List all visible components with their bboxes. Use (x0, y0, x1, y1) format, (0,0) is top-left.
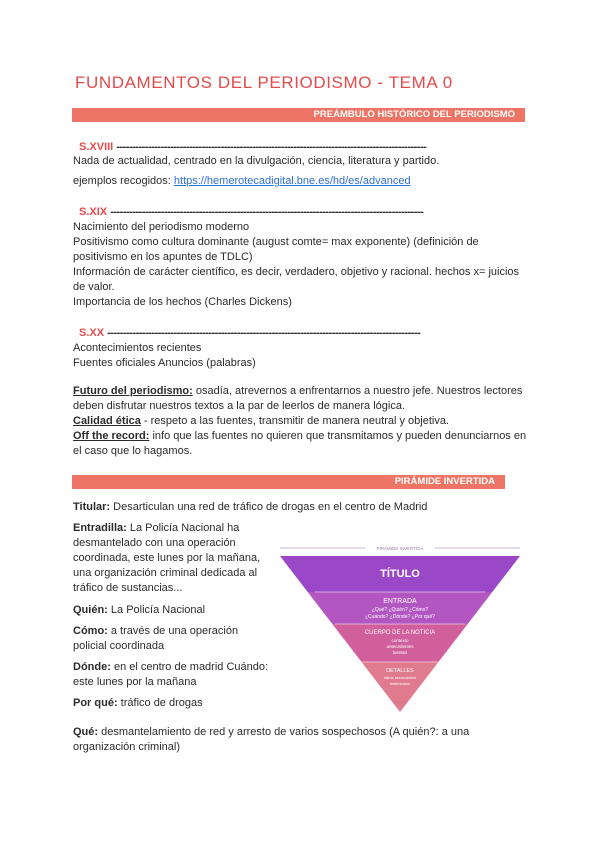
pyramid-detalles: DETALLES (386, 668, 414, 674)
pyramid-cuerpo-3: fuentes (392, 650, 408, 655)
donde-text: en el centro de madrid Cuándo: este lunes por la mañana (73, 661, 269, 688)
pyramid-cuerpo-2: antecedentes (386, 644, 414, 649)
calidad-paragraph (73, 414, 533, 429)
como-paragraph (73, 624, 253, 654)
hemeroteca-link[interactable]: https://hemerotecadigital.bne.es/hd/es/advanced (173, 175, 411, 187)
separator-dashes: -------------------------------------------------------------------------------------------------- (116, 141, 427, 153)
entradilla-text: La Policía Nacional ha desmantelado con una operación coordinada, este lunes por la mañana, una organización criminal dedicada al tráfico de sustancias... (73, 522, 261, 594)
separator-dashes: --------------------------------------------------------------------------------------------------- (110, 206, 424, 218)
quien-paragraph (73, 603, 273, 618)
century-heading-s19 (79, 205, 423, 220)
century-label: S.XIX (79, 206, 108, 218)
que-text: desmantelamiento de red y arresto de varios sospechosos (A quién?: a una organización criminal) (73, 726, 470, 753)
s18-examples (73, 174, 411, 189)
futuro-text: osadía, atrevernos a enfrentarnos a nuestro jefe. Nuestros lectores deben disfrutar nuestros textos a la par de leerlos de manera lógica. (73, 385, 523, 412)
s19-text-4: Importancia de los hechos (Charles Dickens) (73, 296, 292, 308)
pyramid-detalles-2: testimonios (389, 681, 411, 686)
s19-text-1: Nacimiento del periodismo moderno (73, 221, 250, 233)
century-heading-s20 (79, 326, 420, 341)
porque-paragraph (73, 696, 273, 711)
century-label: S.XX (79, 327, 105, 339)
s19-text-3: Información de carácter científico, es decir, verdadero, objetivo y racional. hechos x= juicios de valor. (73, 266, 520, 293)
titular-label: Titular: (73, 501, 111, 513)
quien-label: Quién: (73, 604, 108, 616)
s20-text-1: Acontecimientos recientes (73, 342, 202, 354)
como-text: a través de una operación policial coordinada (73, 625, 239, 652)
que-paragraph (73, 725, 533, 755)
pyramid-detalles-1: datos secundarios (383, 675, 417, 680)
offrecord-paragraph (73, 429, 533, 459)
calidad-label: Calidad ética (73, 415, 141, 427)
futuro-label: Futuro del periodismo: (73, 385, 193, 397)
century-heading-s18 (79, 140, 426, 155)
entradilla-label: Entradilla: (73, 522, 127, 534)
calidad-text: - respeto a las fuentes, transmitir de manera neutral y objetiva. (140, 415, 450, 427)
como-label: Cómo: (73, 625, 108, 637)
s19-text-2: Positivismo como cultura dominante (august comte= max exponente) (definición de positivismo en los apuntes de TDLC) (73, 236, 479, 263)
separator-dashes: --------------------------------------------------------------------------------------------------- (107, 327, 421, 339)
que-label: Qué: (73, 726, 99, 738)
pyramid-entrada-q1: ¿Qué? ¿Quién? ¿Cómo? (371, 607, 429, 613)
s20-text-2: Fuentes oficiales Anuncios (palabras) (73, 357, 256, 369)
donde-label: Dónde: (73, 661, 111, 673)
pyramid-caption: PIRÁMIDE INVERTIDA (376, 546, 424, 551)
quien-text: La Policía Nacional (107, 604, 206, 616)
titular-text: Desarticulan una red de tráfico de drogas en el centro de Madrid (110, 501, 428, 513)
examples-label: ejemplos recogidos: (73, 175, 171, 187)
pyramid-entrada-q2: ¿Cuándo? ¿Dónde? ¿Por qué? (364, 614, 436, 620)
pyramid-titulo: TÍTULO (380, 568, 420, 580)
inverted-pyramid-svg (280, 542, 520, 722)
pyramid-cuerpo: CUERPO DE LA NOTICIA (364, 630, 436, 636)
offrecord-label: Off the record: (73, 430, 150, 442)
futuro-paragraph (73, 384, 533, 414)
porque-text: tráfico de drogas (117, 697, 203, 709)
pyramid-cuerpo-1: contexto (391, 638, 409, 643)
donde-paragraph (73, 660, 273, 690)
century-label: S.XVIII (79, 141, 114, 153)
offrecord-text: info que las fuentes no quieren que transmitamos y pueden denunciarnos en el caso que lo hagamos. (73, 430, 527, 457)
document-title: FUNDAMENTOS DEL PERIODISMO - TEMA 0 (75, 73, 453, 92)
s18-text: Nada de actualidad, centrado en la divulgación, ciencia, literatura y partido. (73, 155, 440, 167)
section-banner-preambulo: PREÁMBULO HISTÓRICO DEL PERIODISMO (72, 108, 525, 122)
entradilla-paragraph (73, 521, 268, 596)
section-banner-piramide: PIRÁMIDE INVERTIDA (72, 475, 505, 489)
pyramid-entrada: ENTRADA (383, 598, 417, 605)
porque-label: Por qué: (73, 697, 118, 709)
titular-line (73, 500, 427, 515)
inverted-pyramid-graphic (280, 542, 520, 722)
